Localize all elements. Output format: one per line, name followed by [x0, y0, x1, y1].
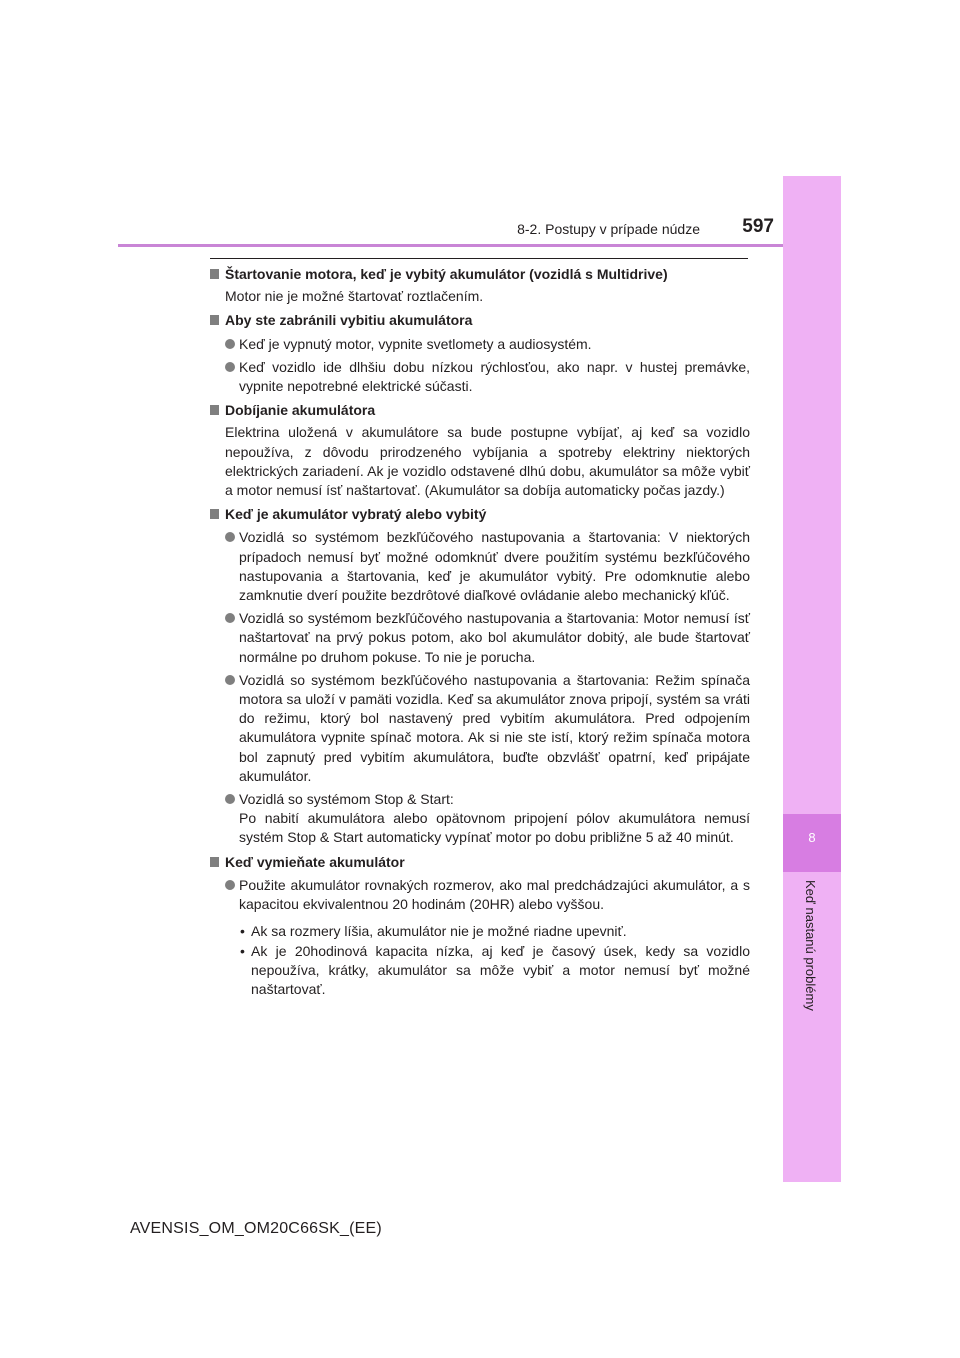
list-item: Vozidlá so systémom Stop & Start: Po nabití akumulátora alebo opätovnom pripojení pólov akumulátora nemusí systém Stop & Start automaticky vypínať motor po dobu približne 5 až 40 minút. — [210, 790, 750, 848]
square-bullet-icon — [210, 315, 219, 325]
page-number: 597 — [742, 216, 774, 237]
heading-recharging: Dobíjanie akumulátora — [210, 401, 750, 420]
sub-list-item: • Ak sa rozmery líšia, akumulátor nie je možné riadne upevniť. — [210, 922, 750, 941]
document-code: AVENSIS_OM_OM20C66SK_(EE) — [130, 1220, 382, 1237]
heading-battery-removed: Keď je akumulátor vybratý alebo vybitý — [210, 505, 750, 524]
sub-list-item: • Ak je 20hodinová kapacita nízka, aj keď je časový úsek, kedy sa vozidlo nepoužíva, krátky, akumulátor sa môže vybiť a motor nemusí byť možné naštartovať. — [240, 942, 750, 997]
list-item: Použite akumulátor rovnakých rozmerov, ako mal predchádzajúci akumulátor, a s kapacitou ekvivalentnou 20 hodinám (20HR) alebo vyššou. — [210, 876, 750, 914]
paragraph: Elektrina uložená v akumulátore sa bude postupne vybíjať, aj keď sa vozidlo nepoužíva, z dôvodu prirodzeného vybíjania a spotreby elektriny niektorých elektrických zariadení. Ak je vozidlo odstavené dlhú dobu, akumulátor sa môže vybiť a motor nemusí ísť naštartovať. (Akumulátor sa dobíja automaticky počas jazdy.) — [225, 424, 750, 499]
circle-bullet-icon — [225, 362, 235, 372]
list-item: Keď je vypnutý motor, vypnite svetlomety a audiosystém. — [210, 335, 750, 354]
list-item: Vozidlá so systémom bezkľúčového nastupovania a štartovania: Režim spínača motora sa uloží v pamäti vozidla. Keď sa akumulátor znova pripojí, systém sa vráti do režimu, ktorý bol nastavený pred vybitím akumulátora. Pred odpojením akumulátora vypnite spínač motora. Ak si nie ste istí, ktorý režim spínača motora bol zapnutý pred vybitím akumulátora, buďte obzvlášť opatrní, keď pripájate akumulátor. — [210, 671, 750, 786]
section-title: 8-2. Postupy v prípade núdze — [517, 221, 700, 237]
dot-marker-icon: • — [240, 942, 245, 959]
content-body — [210, 265, 750, 999]
square-bullet-icon — [210, 857, 219, 867]
circle-bullet-icon — [225, 675, 235, 685]
dot-marker-icon: • — [240, 923, 245, 940]
chapter-label: Keď nastanú problémy — [803, 880, 818, 1011]
circle-bullet-icon — [225, 880, 235, 890]
circle-bullet-icon — [225, 339, 235, 349]
paragraph: Motor nie je možné štartovať roztlačením. — [225, 288, 484, 305]
list-item: Vozidlá so systémom bezkľúčového nastupovania a štartovania: V niektorých prípadoch nemusí byť možné odomknúť dvere použitím systému bezkľúčového nastupovania a štartovania, keď je akumulátor vybitý. Pre odomknutie alebo zamknutie dverí použite bezdrôtové diaľkové ovládanie alebo mechanický kľúč. — [210, 528, 750, 605]
square-bullet-icon — [210, 269, 219, 279]
heading-prevent-discharge: Aby ste zabránili vybitiu akumulátora — [210, 311, 750, 330]
square-bullet-icon — [210, 509, 219, 519]
header-divider — [118, 244, 783, 247]
heading-replacing-battery: Keď vymieňate akumulátor — [210, 853, 750, 872]
list-item: Keď vozidlo ide dlhšiu dobu nízkou rýchlosťou, ako napr. v hustej premávke, vypnite nepotrebné elektrické súčasti. — [210, 358, 750, 396]
chapter-number: 8 — [808, 830, 816, 845]
list-item: Vozidlá so systémom bezkľúčového nastupovania a štartovania: Motor nemusí ísť naštartovať na prvý pokus potom, ako bol akumulátor dobitý, ale bude štartovať normálne po druhom pokuse. To nie je porucha. — [210, 609, 750, 667]
content-rule — [210, 258, 748, 259]
circle-bullet-icon — [225, 532, 235, 542]
circle-bullet-icon — [225, 613, 235, 623]
circle-bullet-icon — [225, 794, 235, 804]
heading-start-engine: Štartovanie motora, keď je vybitý akumulátor (vozidlá s Multidrive) — [210, 265, 750, 284]
square-bullet-icon — [210, 405, 219, 415]
